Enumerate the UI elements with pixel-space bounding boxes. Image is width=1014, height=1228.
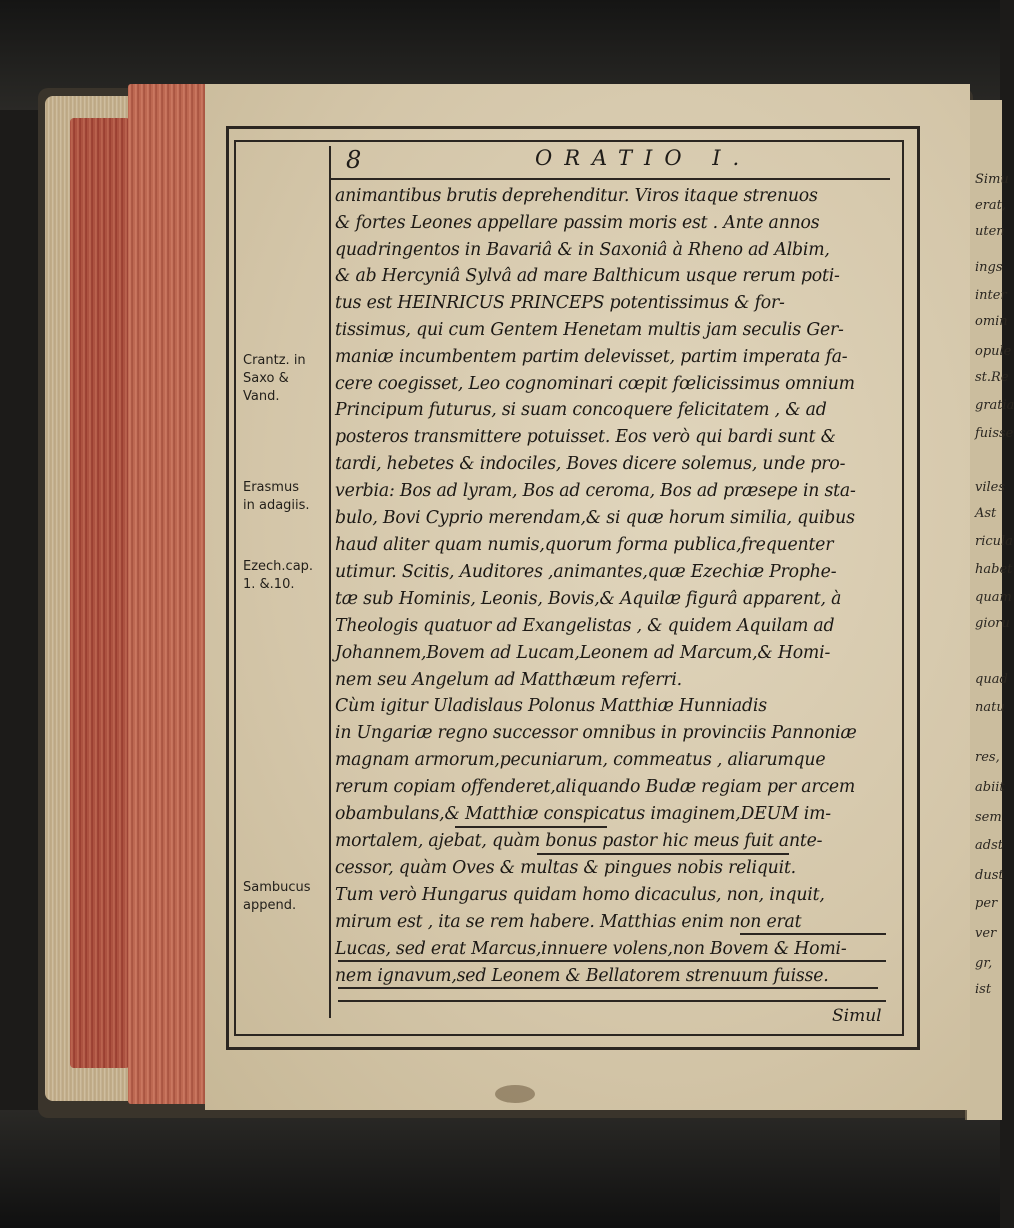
text-line: Lucas, sed erat Marcus,innuere volens,non Bovem & Homi- [335,939,847,959]
next-page-fragment: ricula [975,534,1013,549]
red-page-edges [128,84,210,1104]
next-page-fragment: quam [975,590,1012,605]
text-line: Tum verò Hungarus quidam homo dicaculus, non, inquit, [335,885,825,905]
margin-note: Sambucus [243,880,311,895]
text-line: obambulans,& Matthiæ conspicatus imaginem,DEUM im- [335,804,831,824]
text-line: magnam armorum,pecuniarum, commeatus , aliarumque [335,750,826,770]
next-page-fragment: uten [975,224,1005,239]
next-page-fragment: erat, [975,198,1007,213]
next-page-fragment: sem [975,810,1002,825]
running-head: ORATIO I. [535,146,752,170]
next-page-fragment: adst [975,838,1003,853]
text-line: haud aliter quam numis,quorum forma publica,frequenter [335,535,834,555]
ink-underline [455,826,607,828]
text-line: tissimus, qui cum Gentem Henetam multis jam seculis Ger- [335,320,844,340]
margin-note: Erasmus [243,480,299,495]
text-line: cere coegisset, Leo cognominari cœpit fœlicissimus omnium [335,374,855,394]
next-page-fragment: gr, [975,956,993,971]
ink-stain [495,1085,535,1103]
text-line: Theologis quatuor ad Exangelistas , & quidem Aquilam ad [335,616,835,636]
bottom-rule [338,1000,886,1002]
next-page-fragment: ver [975,926,997,941]
next-page-fragment: dust [975,868,1004,883]
text-line: tus est HEINRICUS PRINCEPS potentissimus & for- [335,293,785,313]
margin-note: Crantz. in [243,353,306,368]
margin-note: Saxo & [243,371,289,386]
next-page-fragment: Ast [975,506,997,521]
text-line: nem ignavum,sed Leonem & Bellatorem strenuum fuisse. [335,966,829,986]
margin-note: Ezech.cap. [243,559,314,574]
next-page-fragment: st.Re [975,370,1009,385]
ink-underline [537,853,789,855]
margin-note: 1. &.10. [243,577,295,592]
text-line: mortalem, ajebat, quàm bonus pastor hic meus fuit ante- [335,831,823,851]
text-line: Principum futurus, si suam concoquere felicitatem , & ad [335,400,827,420]
text-line: tæ sub Hominis, Leonis, Bovis,& Aquilæ figurâ apparent, à [335,589,842,609]
next-page-fragment: omin [975,314,1008,329]
text-line: rerum copiam offenderet,aliquando Budæ regiam per arcem [335,777,856,797]
red-edge-lower [70,118,130,1068]
text-line: cessor, quàm Oves & multas & pingues nobis reliquit. [335,858,796,878]
text-line: maniæ incumbentem partim delevisset, partim imperata fa- [335,347,848,367]
next-page-fragment: quad [975,672,1008,687]
text-line: verbia: Bos ad lyram, Bos ad ceroma, Bos ad præsepe in sta- [335,481,856,501]
next-page-fragment: Simu [975,172,1009,187]
next-page-fragment: abiit [975,780,1005,795]
text-line: bulo, Bovi Cyprio merendam,& si quæ horum similia, quibus [335,508,855,528]
text-line: tardi, hebetes & indociles, Boves dicere solemus, unde pro- [335,454,846,474]
next-page-fragment: res, [975,750,1000,765]
catchword: Simul [832,1006,882,1026]
text-line: Cùm igitur Uladislaus Polonus Matthiæ Hunniadis [335,696,767,716]
ink-underline [740,933,886,935]
page-number: 8 [346,146,362,174]
text-line: & ab Hercyniâ Sylvâ ad mare Balthicum usque rerum poti- [335,266,840,286]
next-page-fragment: ist [975,982,992,997]
text-line: & fortes Leones appellare passim moris est . Ante annos [335,213,820,233]
text-line: quadringentos in Bavariâ & in Saxoniâ à Rheno ad Albim, [335,240,830,260]
next-page-fragment: gratia [975,398,1014,413]
margin-note: append. [243,898,297,913]
margin-column-rule [329,146,331,1018]
background-bottom [0,1110,1000,1228]
next-page-fragment: per [975,896,998,911]
next-page-fragment: viles [975,480,1006,495]
next-page-fragment: inter [975,288,1007,303]
text-line: in Ungariæ regno successor omnibus in provinciis Pannoniæ [335,723,857,743]
margin-note: in adagiis. [243,498,310,513]
header-rule [330,178,890,180]
next-page-fragment: natu [975,700,1005,715]
next-page-fragment: fuisse [975,426,1014,441]
text-line: posteros transmittere potuisset. Eos verò qui bardi sunt & [335,427,836,447]
ink-underline [338,987,878,989]
text-line: animantibus brutis deprehenditur. Viros itaque strenuos [335,186,818,206]
next-page-fragment: opule [975,344,1012,359]
next-page-fragment: gioru [975,616,1010,631]
text-line: Johannem,Bovem ad Lucam,Leonem ad Marcum,& Homi- [335,643,831,663]
next-page-edge [965,100,1014,1120]
text-line: nem seu Angelum ad Matthæum referri. [335,670,682,690]
text-line: mirum est , ita se rem habere. Matthias enim non erat [335,912,802,932]
margin-note: Vand. [243,389,280,404]
next-page-fragment: habet [975,562,1013,577]
ink-underline [338,960,886,962]
next-page-fragment: ings [975,260,1003,275]
text-line: utimur. Scitis, Auditores ,animantes,quæ Ezechiæ Prophe- [335,562,837,582]
